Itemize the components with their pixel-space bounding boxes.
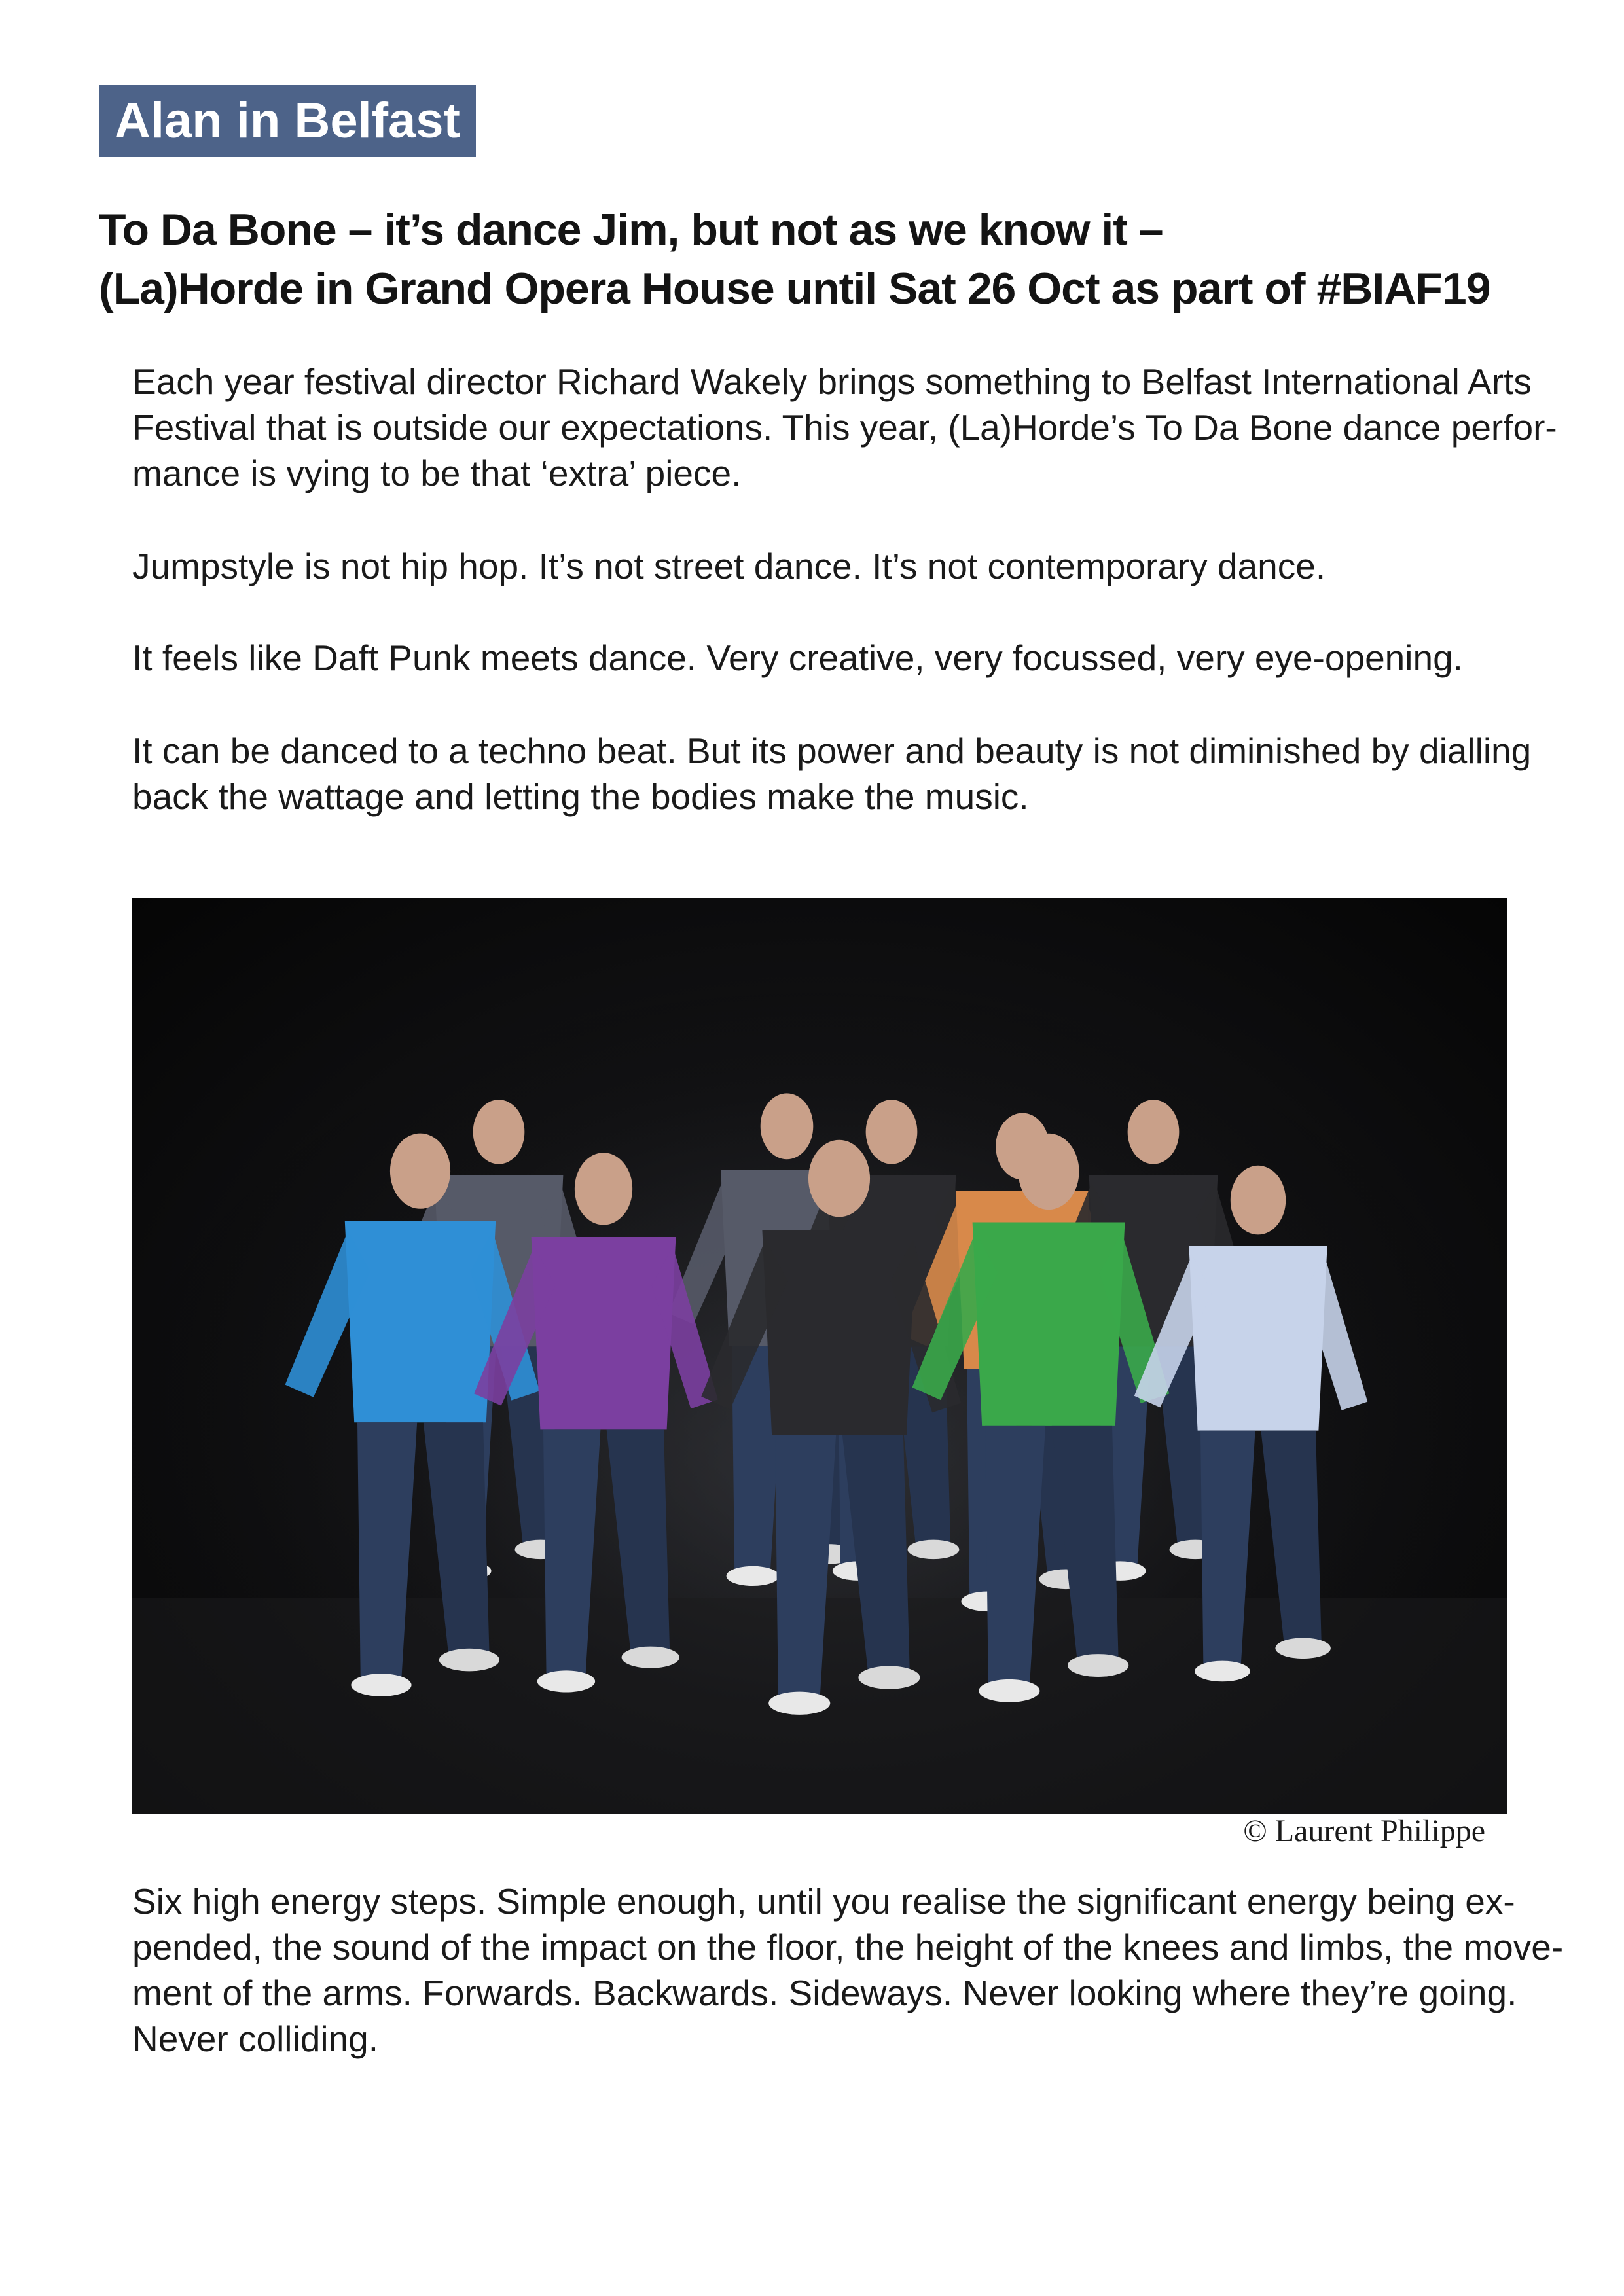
dancer-head [1018,1134,1079,1210]
dancer-head [1128,1100,1180,1164]
dancer-head [575,1153,632,1225]
blog-masthead[interactable]: Alan in Belfast [99,85,476,157]
dancer-shoe [1275,1638,1330,1659]
intro-paragraph [132,359,1557,496]
dancer-shoe [979,1679,1039,1702]
dancer-shoe [727,1566,780,1586]
dancer-shoe [622,1647,679,1668]
paragraph-line: mance is vying to be that ‘extra’ piece. [132,453,742,493]
article-headline [99,200,1539,318]
paragraph-line: Festival that is outside our expectations. This year, (La)Horde’s To Da Bone dance perfor- [132,407,1557,448]
dance-performance-photo [132,898,1507,1814]
paragraph-line: Each year festival director Richard Wakely brings something to Belfast International Arts [132,361,1532,402]
dancer-shoe [439,1649,499,1672]
paragraph-line: ment of the arms. Forwards. Backwards. Sideways. Never looking where they’re going. [132,1973,1517,2013]
dancer-head [1231,1166,1286,1235]
dancer-head [390,1134,450,1209]
dancer-shoe [908,1540,960,1560]
closing-paragraph [132,1878,1564,2062]
dancer-jacket [973,1223,1125,1426]
dancer-head [473,1100,525,1164]
dancer-jacket [762,1230,916,1435]
dancer-shoe [1068,1654,1128,1677]
intro-paragraph [132,635,1513,681]
dancer-head [866,1100,918,1164]
paragraph-line: Never colliding. [132,2018,379,2059]
intro-paragraph [132,543,1513,589]
dancer-jacket [345,1221,496,1422]
paragraph-line: pended, the sound of the impact on the floor, the height of the knees and limbs, the move- [132,1927,1564,1967]
dancer-shoe [1195,1661,1250,1682]
dancers-illustration [132,898,1507,1814]
paragraph-line: It feels like Daft Punk meets dance. Very creative, very focussed, very eye-opening. [132,637,1463,678]
dancer-head [761,1093,814,1159]
photo-credit: © Laurent Philippe [1243,1814,1485,1848]
paragraph-line: back the wattage and letting the bodies make the music. [132,776,1029,817]
dancer-shoe [858,1666,920,1689]
intro-paragraph [132,728,1532,819]
headline-line: (La)Horde in Grand Opera House until Sat 26 Oct as part of #BIAF19 [99,264,1490,314]
dancer-shoe [351,1674,411,1696]
dancer-shoe [768,1692,830,1715]
paragraph-line: Six high energy steps. Simple enough, until you realise the significant energy being ex- [132,1881,1515,1922]
dancer-jacket [1189,1246,1327,1431]
dancer-head [808,1140,870,1217]
paragraph-line: It can be danced to a techno beat. But its power and beauty is not diminished by dialling [132,730,1532,771]
paragraph-line: Jumpstyle is not hip hop. It’s not street dance. It’s not contemporary dance. [132,546,1326,586]
dancer-jacket [532,1237,676,1429]
headline-line: To Da Bone – it’s dance Jim, but not as we know it – [99,205,1163,255]
dancer-shoe [537,1670,595,1692]
